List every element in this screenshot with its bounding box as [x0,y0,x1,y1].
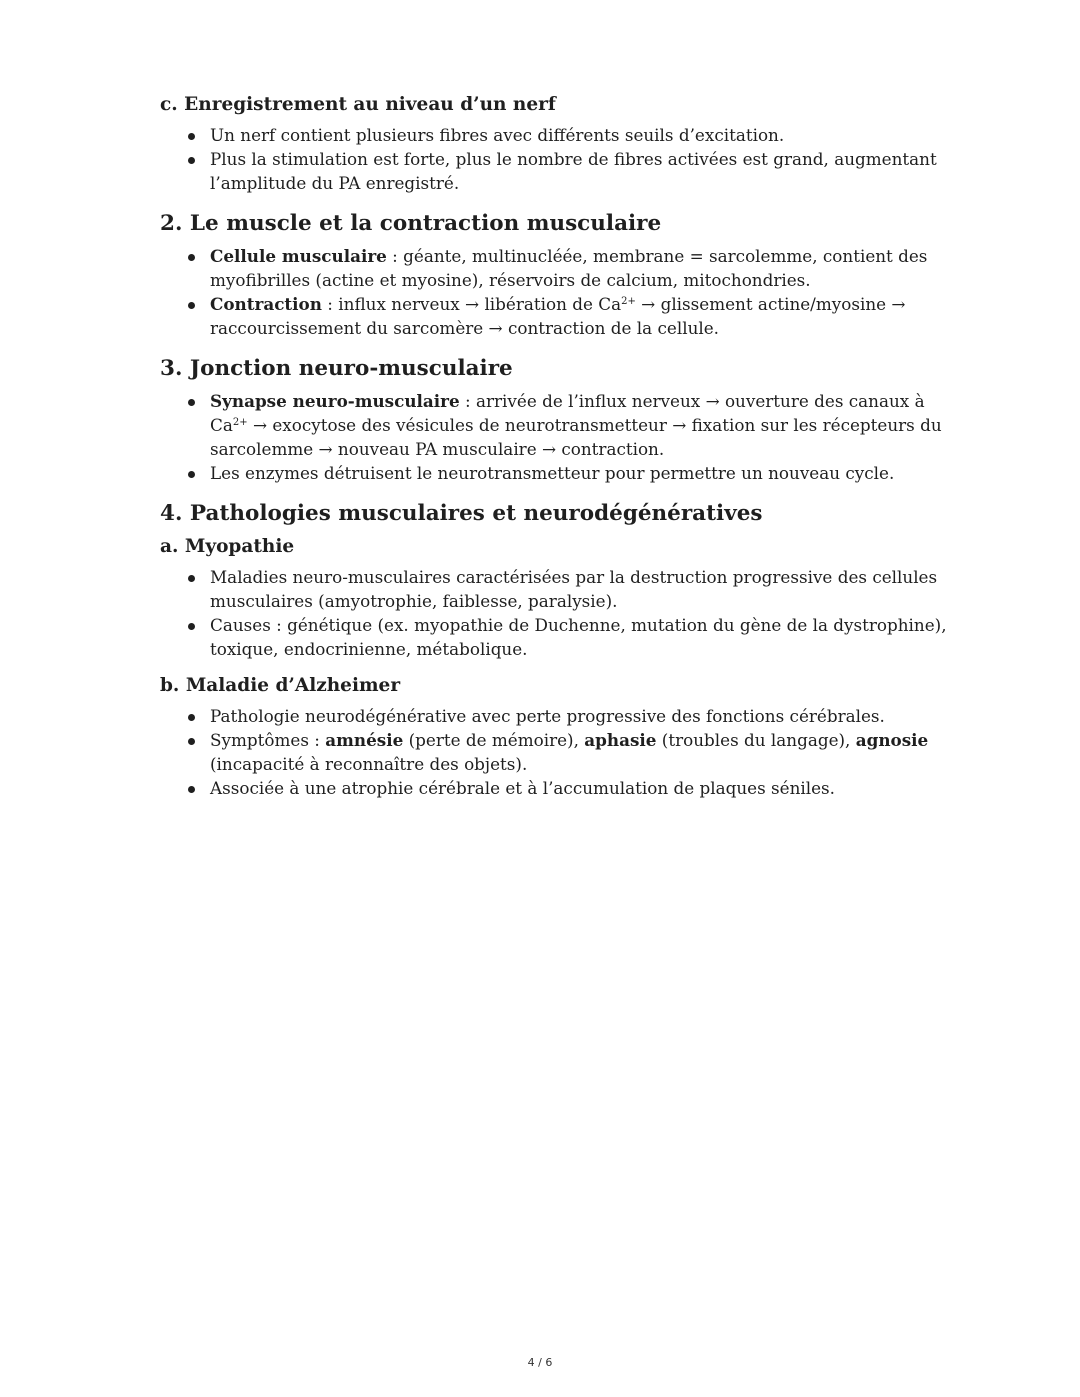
list-item: Plus la stimulation est forte, plus le nombre de fibres activées est grand, augmentant l’amplitude du PA enregistré. [210,147,950,195]
list-item: Associée à une atrophie cérébrale et à l’accumulation de plaques séniles. [210,776,950,800]
section-c-title: c. Enregistrement au niveau d’un nerf [160,94,556,115]
section-3-title: 3. Jonction neuro-musculaire [160,356,513,381]
list-item-text: : géante, multinucléée, membrane = sarcolemme, contient des myofibrilles (actine et myosine), réservoirs de calcium, mitochondries. [210,246,928,290]
document-page [160,92,950,800]
term-cellule-musculaire: Cellule musculaire [210,246,387,266]
term-synapse: Synapse neuro-musculaire [210,391,460,411]
section-c-list [160,123,950,195]
list-item-text: → exocytose des vésicules de neurotransmetteur → fixation sur les récepteurs du sarcolemme → nouveau PA musculaire → contraction. [210,415,942,459]
list-item-text: Symptômes : [210,730,326,750]
list-item-text: (incapacité à reconnaître des objets). [210,754,528,774]
page-number: 4 / 6 [527,1356,553,1369]
section-4-title: 4. Pathologies musculaires et neurodégénératives [160,501,763,526]
term-aphasie: aphasie [584,730,657,750]
list-item: Un nerf contient plusieurs fibres avec différents seuils d’excitation. [210,123,950,147]
list-item [210,292,950,340]
list-item-text: (perte de mémoire), [403,730,585,750]
section-4b-title: b. Maladie d’Alzheimer [160,675,401,696]
list-item-text: : influx nerveux → libération de Ca [321,294,622,314]
section-4b-list [160,704,950,800]
list-item [210,244,950,292]
list-item: Causes : génétique (ex. myopathie de Duchenne, mutation du gène de la dystrophine), toxique, endocrinienne, métabolique. [210,613,950,661]
list-item [210,728,950,776]
section-4a-list [160,565,950,661]
list-item-text: : arrivée de l’influx nerveux → ouverture des canaux à Ca [210,391,925,435]
list-item: Pathologie neurodégénérative avec perte progressive des fonctions cérébrales. [210,704,950,728]
term-agnosie: agnosie [855,730,929,750]
term-contraction: Contraction [210,294,322,314]
list-item-text: → glissement actine/myosine → raccourcissement du sarcomère → contraction de la cellule. [210,294,906,338]
superscript: 2+ [621,296,636,307]
term-amnesie: amnésie [325,730,404,750]
list-item [210,389,950,461]
section-2-title: 2. Le muscle et la contraction musculaire [160,211,662,236]
list-item-text: (troubles du langage), [656,730,856,750]
section-3-list [160,389,950,485]
section-2-list [160,244,950,340]
section-4a-title: a. Myopathie [160,536,295,557]
list-item: Les enzymes détruisent le neurotransmetteur pour permettre un nouveau cycle. [210,461,950,485]
spacer [160,661,950,673]
list-item: Maladies neuro-musculaires caractérisées par la destruction progressive des cellules musculaires (amyotrophie, faiblesse, paralysie). [210,565,950,613]
superscript: 2+ [232,417,248,428]
